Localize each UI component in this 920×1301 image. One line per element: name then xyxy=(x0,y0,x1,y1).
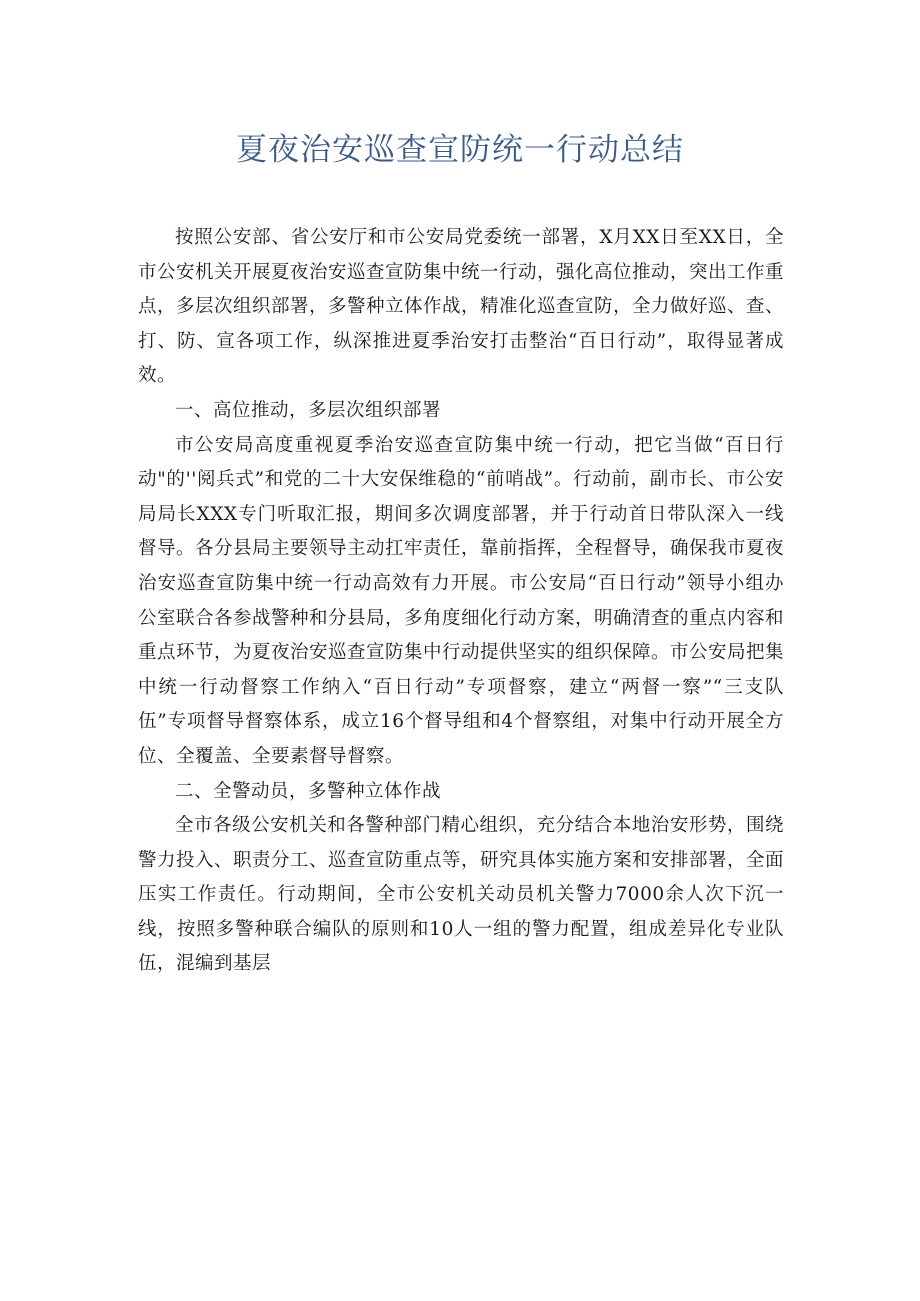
intro-paragraph: 按照公安部、省公安厅和市公安局党委统一部署，X月XX日至XX日，全市公安机关开展夏夜治安巡查宣防集中统一行动，强化高位推动，突出工作重点，多层次组织部署，多警种立体作战，精准化巡查宣防，全力做好巡、查、打、防、宣各项工作，纵深推进夏季治安打击整治“百日行动”，取得显著成效。 xyxy=(138,227,785,387)
document-body xyxy=(138,221,784,982)
section-2-paragraph: 全市各级公安机关和各警种部门精心组织，充分结合本地治安形势，围绕警力投入、职责分工、巡查宣防重点等，研究具体实施方案和安排部署，全面压实工作责任。行动期间，全市公安机关动员机关警力7000余人次下沉一线，按照多警种联合编队的原则和10人一组的警力配置，组成差异化专业队伍，混编到基层 xyxy=(138,815,785,975)
document-title: 夏夜治安巡查宣防统一行动总结 xyxy=(236,132,684,168)
section-heading-2: 二、全警动员，多警种立体作战 xyxy=(175,780,442,802)
section-1-paragraph: 市公安局高度重视夏季治安巡查宣防集中统一行动，把它当做“百日行动"的''阅兵式”和党的二十大安保维稳的“前哨战”。行动前，副市长、市公安局局长XXX专门听取汇报，期间多次调度部署，并于行动首日带队深入一线督导。各分县局主要领导主动扛牢责任，靠前指挥，全程督导，确保我市夏夜治安巡查宣防集中统一行动高效有力开展。市公安局“百日行动”领导小组办公室联合各参战警种和分县局，多角度细化行动方案，明确清查的重点内容和重点环节，为夏夜治安巡查宣防集中行动提供坚实的组织保障。市公安局把集中统一行动督察工作纳入“百日行动”专项督察，建立“两督一察”“三支队伍”专项督导督察体系，成立16个督导组和4个督察组，对集中行动开展全方位、全覆盖、全要素督导督察。 xyxy=(138,434,785,767)
section-heading-1: 一、高位推动，多层次组织部署 xyxy=(175,399,442,421)
